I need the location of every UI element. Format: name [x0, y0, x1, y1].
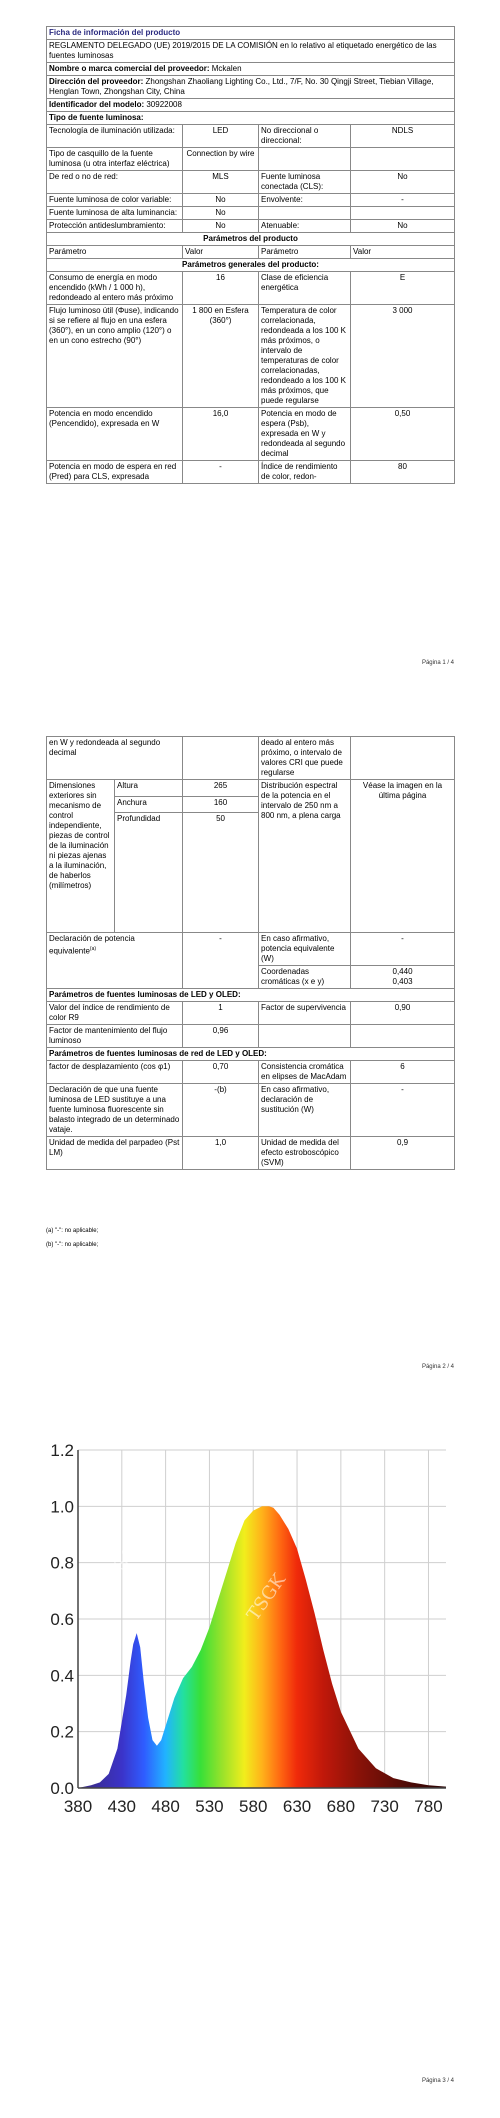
y-tick-label: 1.2	[50, 1441, 74, 1460]
cell: 6	[351, 1061, 455, 1084]
cell: 0,96	[183, 1025, 259, 1048]
cell: De red o no de red:	[47, 171, 183, 194]
watermark-text: TSGK	[102, 1530, 151, 1585]
cell: Unidad de medida del parpadeo (Pst LM)	[47, 1137, 183, 1170]
y-tick-label: 0.0	[50, 1779, 74, 1798]
chroma-label: Coordenadas cromáticas (x e y)	[259, 966, 351, 989]
equiv-value: -	[183, 933, 259, 989]
page-1	[0, 0, 500, 700]
cell: Factor de mantenimiento del flujo luminoso	[47, 1025, 183, 1048]
cell: NDLS	[351, 125, 455, 148]
cell: Declaración de que una fuente luminosa de LED sustituye a una fuente luminosa fluorescente sin balasto integrado de un determinado vataje.	[47, 1084, 183, 1137]
cell: Tecnología de iluminación utilizada:	[47, 125, 183, 148]
cell: En caso afirmativo, declaración de sustitución (W)	[259, 1084, 351, 1137]
cell	[183, 737, 259, 780]
table-row	[47, 1084, 455, 1137]
table-row	[47, 933, 455, 966]
cell: Valor del índice de rendimiento de color R9	[47, 1002, 183, 1025]
cell: No direccional o direccional:	[259, 125, 351, 148]
cell: Potencia en modo de espera en red (Pred) para CLS, expresada	[47, 461, 183, 484]
cell: -	[351, 1084, 455, 1137]
y-tick-label: 0.6	[50, 1610, 74, 1629]
cell: Potencia en modo de espera (Psb), expresada en W y redondeada al segundo decimal	[259, 408, 351, 461]
cell: Índice de rendimiento de color, redon-	[259, 461, 351, 484]
cell: 16,0	[183, 408, 259, 461]
cell	[351, 148, 455, 171]
dim-value: 50	[183, 813, 259, 933]
cell: Fuente luminosa de color variable:	[47, 194, 183, 207]
table-row	[47, 272, 455, 305]
table-row	[47, 220, 455, 233]
cell: Temperatura de color correlacionada, redondeada a los 100 K más próximos, o intervalo de temperaturas de color correlacionadas, redondeado a los 100 K más próximos, que puede regularse	[259, 305, 351, 408]
dim-name: Anchura	[115, 796, 183, 813]
cell: 80	[351, 461, 455, 484]
mains-led-header: Parámetros de fuentes luminosas de red de LED y OLED:	[47, 1048, 455, 1061]
dim-name: Profundidad	[115, 813, 183, 933]
cell: E	[351, 272, 455, 305]
model-id: 30922008	[146, 100, 182, 109]
cell: Clase de eficiencia energética	[259, 272, 351, 305]
table-row	[47, 461, 455, 484]
supplier-address-label: Dirección del proveedor:	[49, 77, 144, 86]
spectral-label: Distribución espectral de la potencia en el intervalo de 250 nm a 800 nm, a plena carga	[259, 780, 351, 933]
page-2	[0, 720, 500, 1380]
table-row	[47, 125, 455, 148]
x-tick-label: 680	[326, 1797, 356, 1816]
watermark-text: TSGK	[242, 1570, 291, 1625]
cell: Fuente luminosa de alta luminancia:	[47, 207, 183, 220]
dim-name: Altura	[115, 780, 183, 797]
x-tick-label: 580	[239, 1797, 268, 1816]
column-header-row	[47, 246, 455, 259]
page-number: Página 2 / 4	[421, 1364, 454, 1370]
supplier-name-label: Nombre o marca comercial del proveedor:	[49, 64, 210, 73]
cell: 3 000	[351, 305, 455, 408]
column-header: Valor	[183, 246, 259, 259]
cell: factor de desplazamiento (cos φ1)	[47, 1061, 183, 1084]
chroma-y: 0,403	[392, 977, 413, 986]
table-row	[47, 148, 455, 171]
cell: No	[183, 194, 259, 207]
regulation-text: REGLAMENTO DELEGADO (UE) 2019/2015 DE LA COMISIÓN en lo relativo al etiquetado energético de las fuentes luminosas	[47, 40, 455, 63]
table-row	[47, 1061, 455, 1084]
cell	[351, 207, 455, 220]
footnote-b: (b) "-": no aplicable;	[46, 1242, 99, 1248]
cell: No	[183, 220, 259, 233]
equiv-power-label: En caso afirmativo, potencia equivalente (W)	[259, 933, 351, 966]
dim-value: 160	[183, 796, 259, 813]
spectral-power-chart	[46, 1441, 476, 1852]
cell	[351, 737, 455, 780]
cell: Potencia en modo encendido (Pencendido), expresada en W	[47, 408, 183, 461]
page-3	[0, 1420, 500, 2118]
cell: -(b)	[183, 1084, 259, 1137]
cell: Consumo de energía en modo encendido (kWh / 1 000 h), redondeado al entero más próximo	[47, 272, 183, 305]
cell: 0,50	[351, 408, 455, 461]
cell	[259, 207, 351, 220]
x-tick-label: 630	[282, 1797, 312, 1816]
y-tick-label: 0.2	[50, 1722, 74, 1742]
equiv-power-value: -	[351, 933, 455, 966]
column-header: Parámetro	[259, 246, 351, 259]
cell: MLS	[183, 171, 259, 194]
supplier-address: Zhongshan Zhaoliang Lighting Co., Ltd., 7/F, No. 30 Qingji Street, Tiebian Village, Henglan Town, Zhongshan City, China	[49, 77, 434, 96]
table-row	[47, 207, 455, 220]
cell: deado al entero más próximo, o intervalo de valores CRI que puede regularse	[259, 737, 351, 780]
cell	[351, 1025, 455, 1048]
x-tick-label: 380	[63, 1797, 93, 1816]
x-tick-label: 430	[107, 1797, 136, 1816]
y-tick-label: 0.8	[50, 1553, 74, 1573]
footnote-ref: (a)	[89, 946, 97, 952]
model-label: Identificador del modelo:	[49, 100, 145, 109]
cell: Flujo luminoso útil (Φuse), indicando si se refiere al flujo en una esfera (360°), en un cono amplio (120°) o en un cono estrecho (90°)	[47, 305, 183, 408]
supplier-name: Mckalen	[211, 64, 242, 73]
cell: -	[351, 194, 455, 207]
cell: en W y redondeada al segundo decimal	[47, 737, 183, 780]
cell: 1	[183, 1002, 259, 1025]
dim-value: 265	[183, 780, 259, 797]
y-tick-label: 0.4	[50, 1666, 74, 1686]
table-row	[47, 1137, 455, 1170]
table-row	[47, 1025, 455, 1048]
cell: Connection by wire	[183, 148, 259, 171]
cell: 0,90	[351, 1002, 455, 1025]
page-number: Página 3 / 4	[421, 2078, 454, 2084]
cell	[259, 148, 351, 171]
general-params-header: Parámetros generales del producto:	[47, 259, 455, 272]
cell: LED	[183, 125, 259, 148]
cell: 0,70	[183, 1061, 259, 1084]
cell: 16	[183, 272, 259, 305]
table-row	[47, 780, 455, 797]
supplier-name-row	[47, 63, 455, 76]
y-tick-labels	[50, 1441, 74, 1798]
x-tick-labels	[64, 1797, 443, 1816]
cell	[259, 1025, 351, 1048]
x-tick-label: 480	[151, 1797, 180, 1816]
y-tick-label: 1.0	[50, 1497, 74, 1517]
product-params-header: Parámetros del producto	[47, 233, 455, 246]
cell: No	[351, 171, 455, 194]
x-tick-label: 530	[195, 1797, 224, 1816]
source-type-header: Tipo de fuente luminosa:	[47, 112, 455, 125]
page-number: Página 1 / 4	[421, 660, 454, 666]
cell: Consistencia cromática en elipses de MacAdam	[259, 1061, 351, 1084]
supplier-address-row	[47, 76, 455, 99]
table-row	[47, 194, 455, 207]
product-info-table-continued	[46, 736, 455, 1170]
cell: Atenuable:	[259, 220, 351, 233]
spectral-value: Véase la imagen en la última página	[351, 780, 455, 933]
chroma-values	[351, 966, 455, 989]
product-info-table	[46, 26, 455, 484]
column-header: Parámetro	[47, 246, 183, 259]
cell: No	[183, 207, 259, 220]
equiv-label: Declaración de potencia equivalente	[49, 934, 135, 956]
cell: 1 800 en Esfera (360°)	[183, 305, 259, 408]
cell: Envolvente:	[259, 194, 351, 207]
cell: 1,0	[183, 1137, 259, 1170]
table-row	[47, 408, 455, 461]
model-row	[47, 99, 455, 112]
page-title: Ficha de información del producto	[47, 27, 455, 40]
watermark-text: TSGK	[427, 1500, 476, 1555]
cell: 0,9	[351, 1137, 455, 1170]
cell: No	[351, 220, 455, 233]
cell: Factor de supervivencia	[259, 1002, 351, 1025]
column-header: Valor	[351, 246, 455, 259]
cell: Tipo de casquillo de la fuente luminosa (u otra interfaz eléctrica)	[47, 148, 183, 171]
x-tick-label: 780	[414, 1797, 443, 1816]
led-oled-header: Parámetros de fuentes luminosas de LED y OLED:	[47, 989, 455, 1002]
table-row	[47, 1002, 455, 1025]
cell: -	[183, 461, 259, 484]
table-row	[47, 737, 455, 780]
cell: Protección antideslumbramiento:	[47, 220, 183, 233]
chroma-x: 0,440	[392, 967, 413, 976]
footnote-a: (a) "-": no aplicable;	[46, 1228, 99, 1234]
cell: Unidad de medida del efecto estroboscópico (SVM)	[259, 1137, 351, 1170]
equiv-cell	[47, 933, 183, 989]
cell: Fuente luminosa conectada (CLS):	[259, 171, 351, 194]
x-tick-label: 730	[370, 1797, 399, 1816]
table-row	[47, 171, 455, 194]
dimensions-label: Dimensiones exteriores sin mecanismo de control independiente, piezas de control de la iluminación ni piezas ajenas a la iluminación, de haberlos (milímetros)	[47, 780, 115, 933]
table-row	[47, 305, 455, 408]
